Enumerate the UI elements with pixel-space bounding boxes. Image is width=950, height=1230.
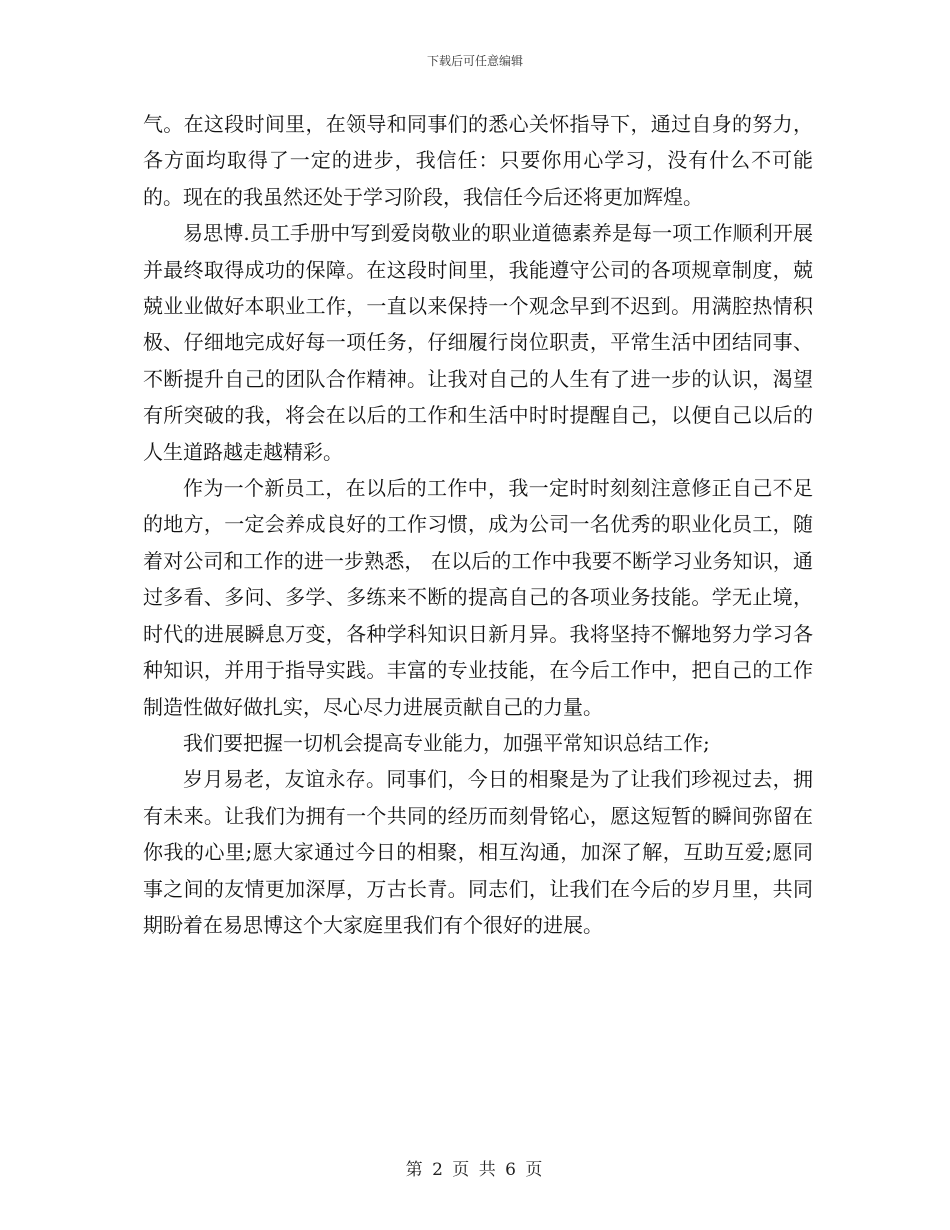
paragraph-opportunity: 我们要把握一切机会提高专业能力，加强平常知识总结工作; [183, 730, 710, 755]
page-header: 下载后可任意编辑 [426, 54, 523, 68]
page-number: 第 2 页 共 6 页 [405, 1160, 545, 1180]
paragraph-professional-ethics: 易思博.员工手册中写到爱岗敬业的职业道德素养是每一项工作顺利开展并最终取得成功的保障。在这段时间里，我能遵守公司的各项规章制度，兢兢业业做好本职业工作，一直以来保持一个观念早到不迟到。用满腔热情积极、仔细地完成好每一项任务，仔细履行岗位职责，平常生活中团结同事、不断提升自己的团队合作精神。让我对自己的人生有了进一步的认识，渴望有所突破的我，将会在以后的工作和生活中时时提醒自己，以便自己以后的人生道路越走越精彩。 [143, 221, 813, 464]
paragraph-friendship: 岁月易老，友谊永存。同事们，今日的相聚是为了让我们珍视过去，拥有未来。让我们为拥有一个共同的经历而刻骨铭心，愿这短暂的瞬间弥留在你我的心里;愿大家通过今日的相聚，相互沟通，加深了解，互助互爱;愿同事之间的友情更加深厚，万古长青。同志们，让我们在今后的岁月里，共同期盼着在易思博这个大家庭里我们有个很好的进展。 [143, 767, 813, 937]
document-body [143, 106, 813, 943]
paragraph-new-employee: 作为一个新员工，在以后的工作中，我一定时时刻刻注意修正自己不足的地方，一定会养成良好的工作习惯，成为公司一名优秀的职业化员工，随着对公司和工作的进一步熟悉， 在以后的工作中我要不断学习业务知识，通过多看、多问、多学、多练来不断的提高自己的各项业务技能。学无止境，时代的进展瞬息万变，各种学科知识日新月异。我将坚持不懈地努力学习各种知识，并用于指导实践。丰富的专业技能，在今后工作中，把自己的工作制造性做好做扎实，尽心尽力进展贡献自己的力量。 [143, 476, 813, 719]
paragraph-continuation: 气。在这段时间里，在领导和同事们的悉心关怀指导下，通过自身的努力，各方面均取得了一定的进步，我信任：只要你用心学习，没有什么不可能的。现在的我虽然还处于学习阶段，我信任今后还将更加辉煌。 [143, 112, 813, 209]
